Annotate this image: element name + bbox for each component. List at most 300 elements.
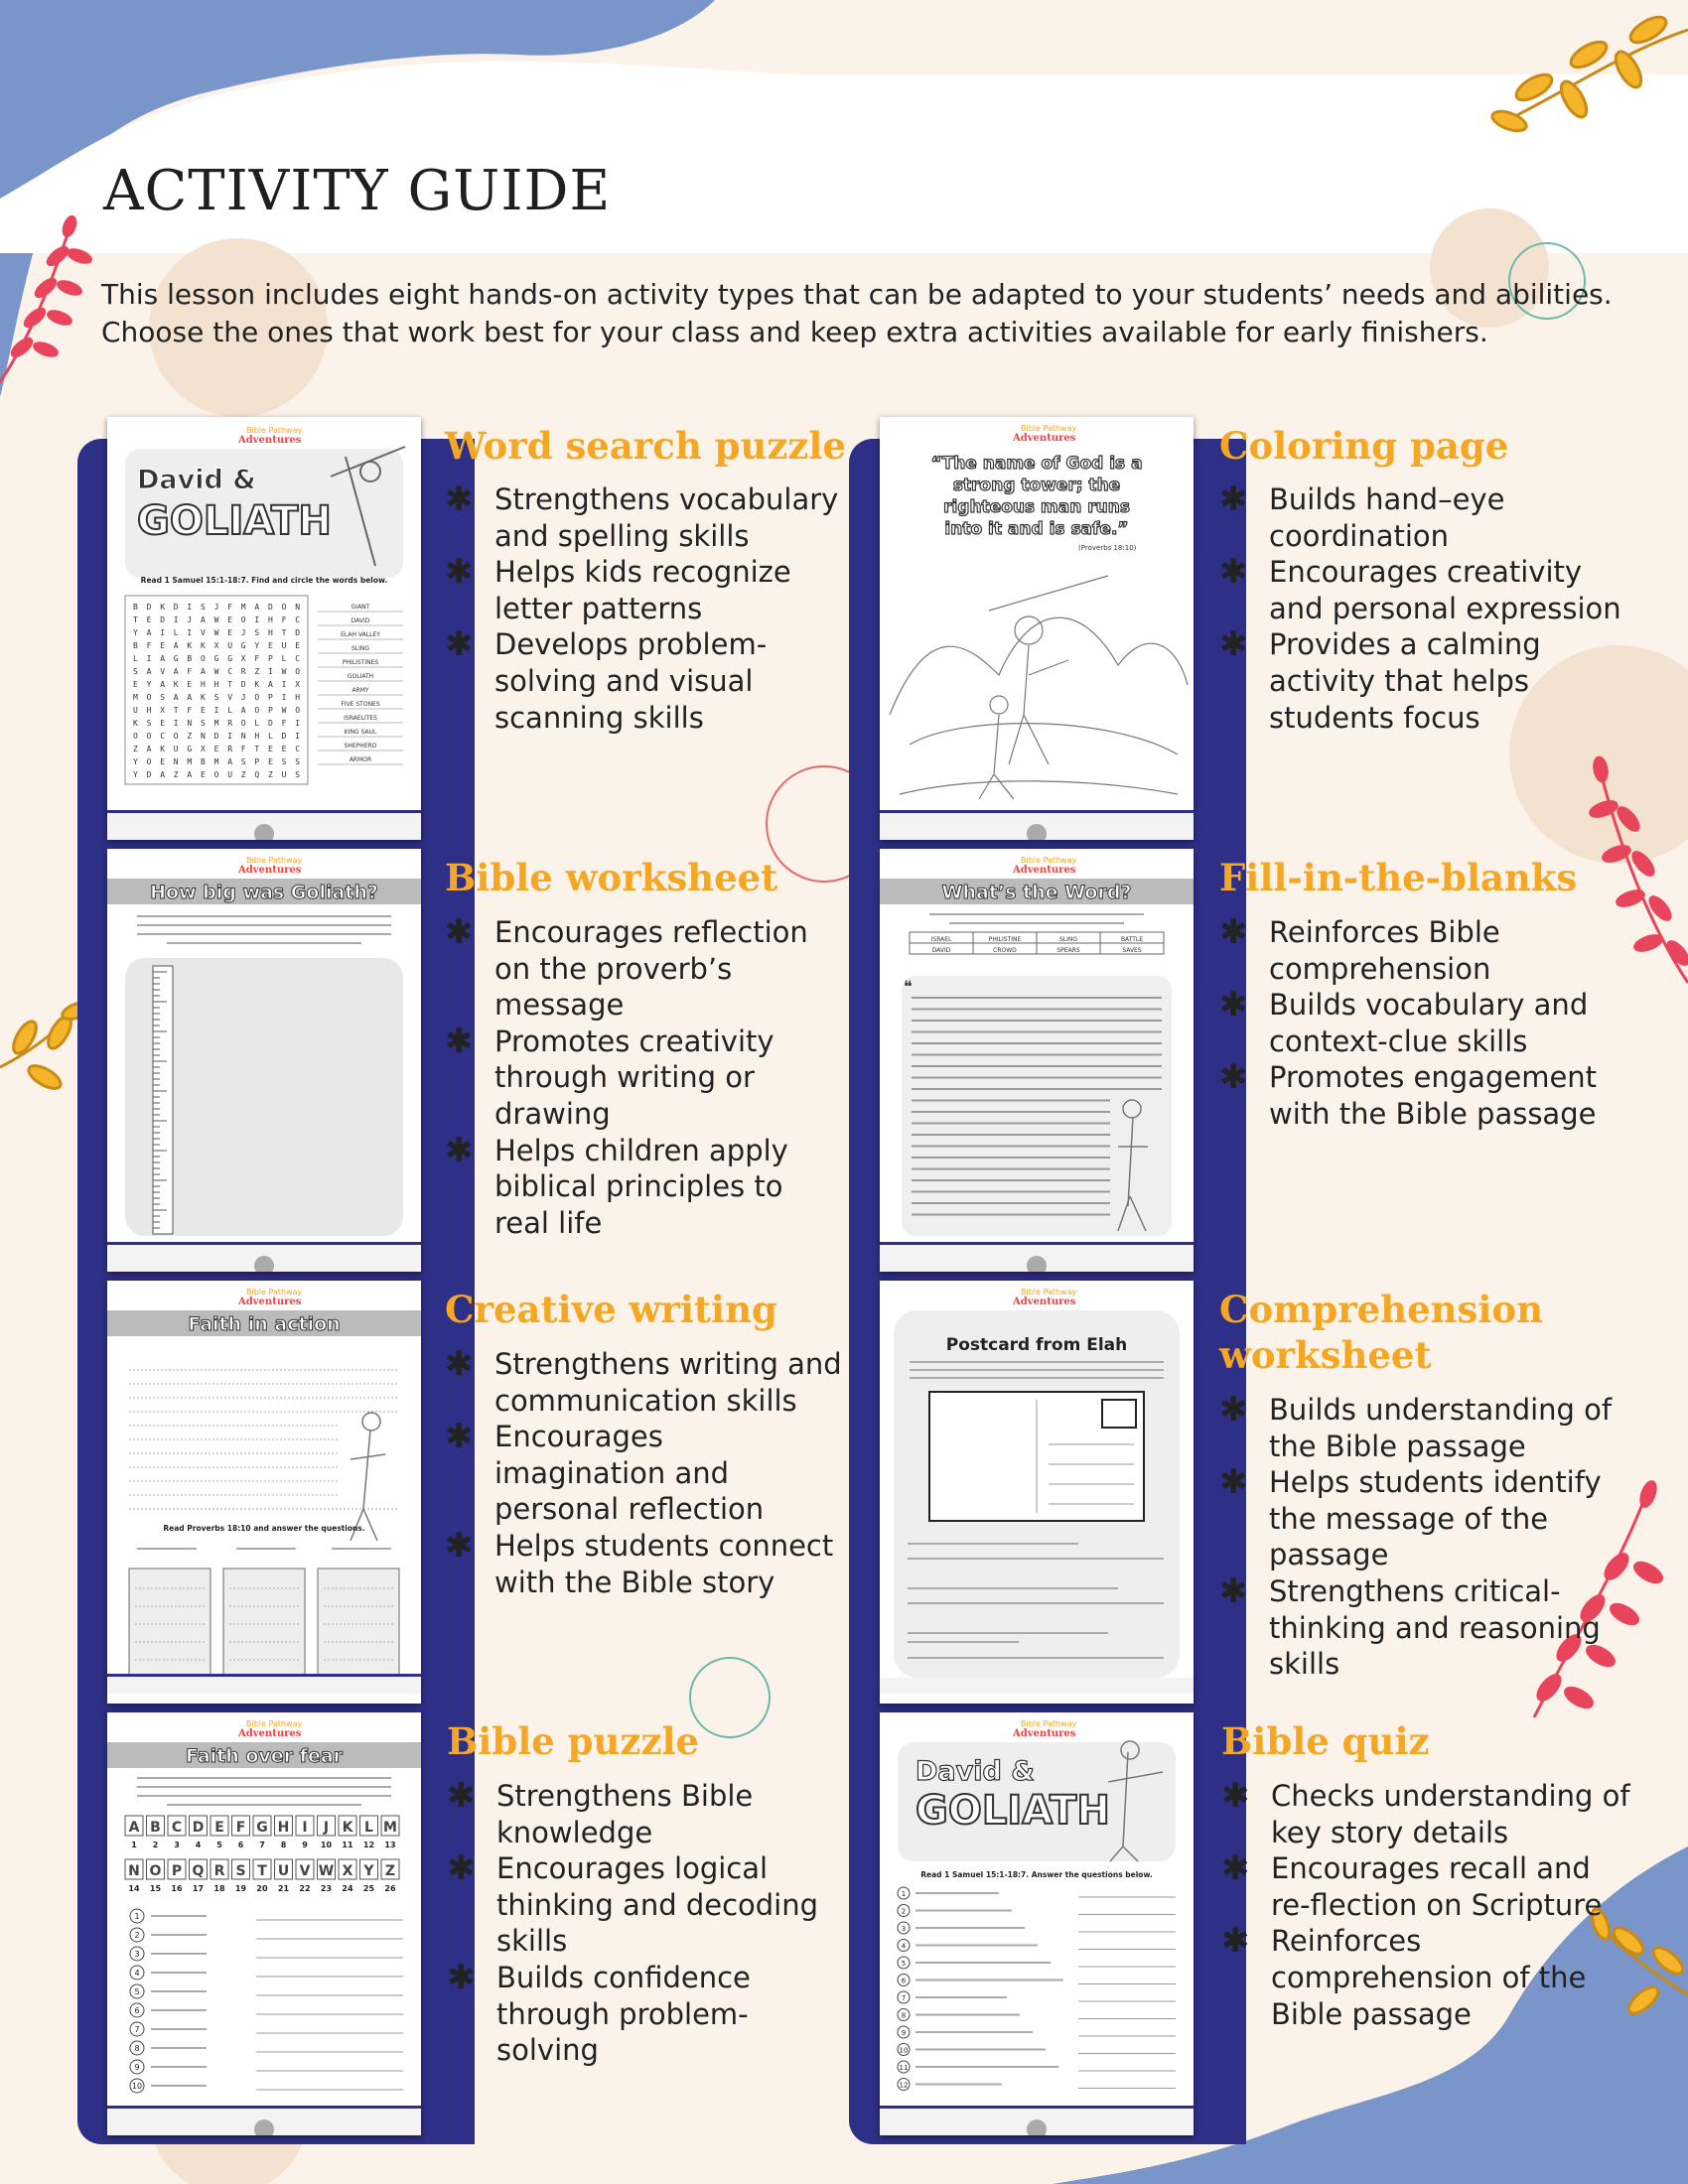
asterisk-icon: ✱: [1219, 985, 1248, 1025]
cipher-number: 14: [128, 1884, 140, 1893]
bullet-text: Encourages logical thinking and decoding skills: [496, 1851, 819, 1959]
asterisk-icon: ✱: [1219, 479, 1248, 519]
question-number: 4: [901, 1942, 907, 1951]
asterisk-icon: ✱: [1219, 1462, 1248, 1503]
intro-line-2: Choose the ones that work best for your class and keep extra activities available for early finishers.: [101, 316, 1488, 348]
word-list-item: DAVID: [351, 617, 370, 624]
grid-letter: A: [160, 680, 166, 689]
grid-letter: L: [227, 706, 233, 715]
brand-text: Bible Pathway: [1021, 856, 1077, 865]
asterisk-icon: ✱: [1219, 1570, 1248, 1611]
grid-letter: P: [268, 706, 273, 715]
word-list-item: SLING: [351, 645, 370, 652]
cipher-letter: T: [257, 1863, 267, 1879]
grid-letter: X: [240, 654, 246, 663]
grid-letter: Y: [133, 770, 138, 779]
bullet-item: [1219, 1570, 1646, 1683]
bullet-text: Encourages reflection on the proverb’s message: [494, 915, 808, 1023]
verse-line: righteous man runs: [943, 497, 1130, 517]
grid-letter: E: [201, 770, 206, 779]
grid-letter: O: [146, 732, 152, 741]
word-list: [318, 604, 403, 764]
grid-letter: K: [173, 680, 179, 689]
intro-text: [101, 276, 1650, 351]
thumb-instruction: Read Proverbs 18:10 and answer the questions.: [163, 1524, 365, 1533]
bullet-item: [1219, 1464, 1646, 1573]
question-number: 5: [901, 1960, 907, 1968]
grid-letter: A: [146, 667, 152, 676]
word-list-item: ARMOR: [349, 756, 372, 763]
row-number: 9: [134, 2063, 140, 2072]
grid-letter: Z: [187, 732, 193, 741]
bullet-text: Encourages creativity and personal expression: [1269, 555, 1621, 625]
cipher-letter: L: [364, 1820, 373, 1836]
grid-letter: L: [254, 719, 260, 728]
grid-letter: O: [173, 732, 179, 741]
grid-letter: O: [254, 693, 260, 702]
grid-letter: O: [146, 757, 152, 766]
grid-letter: A: [201, 667, 206, 676]
grid-letter: G: [240, 641, 246, 650]
grid-letter: L: [133, 654, 138, 663]
grid-letter: I: [295, 719, 301, 728]
grid-letter: A: [160, 654, 166, 663]
thumb-title: David &: [137, 465, 256, 495]
grid-letter: K: [201, 641, 206, 650]
thumb-title: Faith in action: [188, 1313, 341, 1335]
cipher-number: 25: [362, 1884, 375, 1893]
grid-letter: W: [213, 615, 219, 624]
grid-letter: E: [160, 641, 166, 650]
letter-grid: [133, 603, 300, 779]
bullet-item: [1219, 1392, 1646, 1464]
bullet-text: Strengthens writing and communication skills: [494, 1347, 842, 1418]
grid-letter: W: [281, 667, 287, 676]
brand-text: Bible Pathway: [1021, 1288, 1077, 1297]
bullet-text: Builds hand–eye coordination: [1269, 482, 1505, 553]
bullet-item: [445, 1419, 842, 1528]
bullet-item: [445, 554, 842, 626]
grid-letter: S: [213, 693, 219, 702]
grid-letter: T: [281, 628, 287, 637]
thumb-title: How big was Goliath?: [150, 882, 378, 903]
question-number: 12: [899, 2081, 909, 2090]
bullet-item: [1221, 1778, 1638, 1850]
grid-letter: T: [254, 745, 260, 753]
grid-letter: Y: [133, 757, 138, 766]
bullet-item: [1219, 626, 1636, 736]
grid-letter: K: [160, 745, 166, 753]
creative-writing-thumbnail: [107, 1281, 421, 1704]
bullet-item: [1219, 987, 1636, 1059]
asterisk-icon: ✱: [1221, 1921, 1250, 1962]
grid-letter: A: [227, 757, 233, 766]
grid-letter: P: [268, 654, 273, 663]
grid-letter: E: [213, 745, 219, 753]
grid-letter: B: [133, 603, 138, 612]
question-number: 3: [901, 1925, 907, 1933]
grid-letter: B: [201, 757, 206, 766]
grid-letter: F: [281, 719, 287, 728]
bullet-text: Reinforces Bible comprehension: [1269, 915, 1500, 986]
grid-letter: H: [254, 732, 260, 741]
asterisk-icon: ✱: [445, 1417, 474, 1457]
grid-letter: K: [187, 641, 193, 650]
grid-letter: M: [240, 603, 246, 612]
grid-letter: D: [213, 732, 219, 741]
fill-in-blanks-thumbnail: [880, 849, 1194, 1272]
grid-letter: S: [133, 667, 138, 676]
thumb-title: Faith over fear: [185, 1745, 344, 1767]
grid-letter: O: [201, 654, 206, 663]
fill-in-preview: [880, 849, 1194, 1272]
word-bank-item: PHILISTINE: [988, 936, 1022, 943]
grid-letter: I: [254, 615, 260, 624]
word-list-item: ELAH VALLEY: [341, 631, 380, 638]
grid-letter: I: [146, 654, 152, 663]
grid-letter: I: [295, 732, 301, 741]
bullet-item: [1221, 1850, 1638, 1923]
question-number: 2: [901, 1907, 907, 1916]
activity-title-comprehension: Comprehension worksheet: [1219, 1288, 1543, 1377]
word-bank-item: SPEARS: [1056, 947, 1080, 954]
worksheet-preview: [107, 849, 421, 1272]
grid-letter: A: [146, 628, 152, 637]
grid-letter: M: [133, 693, 138, 702]
grid-letter: T: [227, 680, 233, 689]
bullet-text: Encourages imagination and personal reflection: [494, 1420, 765, 1527]
grid-letter: E: [227, 628, 233, 637]
activity-bullets-bible-worksheet: [445, 914, 842, 1241]
bullet-item: [447, 1850, 844, 1960]
question-number: 9: [901, 2029, 907, 2037]
grid-letter: T: [133, 615, 138, 624]
cipher-letter: F: [235, 1820, 246, 1836]
grid-letter: M: [187, 757, 193, 766]
grid-letter: O: [240, 615, 246, 624]
asterisk-icon: ✱: [445, 1344, 474, 1384]
grid-letter: H: [268, 628, 273, 637]
bullet-text: Checks understanding of key story details: [1271, 1779, 1630, 1849]
asterisk-icon: ✱: [445, 912, 474, 952]
bullet-item: [445, 481, 842, 554]
asterisk-icon: ✱: [445, 1130, 474, 1170]
brand-text: Bible Pathway: [246, 426, 303, 435]
grid-letter: Z: [173, 770, 179, 779]
bullet-item: [447, 1957, 844, 2069]
brand-text: Bible Pathway: [1021, 424, 1077, 433]
grid-letter: I: [213, 706, 219, 715]
word-search-preview: [107, 417, 421, 840]
grid-letter: G: [173, 654, 179, 663]
activity-title-creative-writing: Creative writing: [445, 1288, 777, 1331]
word-bank-item: BATTLE: [1120, 936, 1144, 943]
cipher-letter: H: [277, 1820, 290, 1836]
writing-lines: [129, 1370, 399, 1509]
grid-letter: Z: [240, 770, 246, 779]
grid-letter: N: [295, 603, 301, 612]
brand-text: Adventures: [1013, 1297, 1076, 1307]
thumb-title: GOLIATH: [915, 1788, 1110, 1834]
question-number: 1: [901, 1890, 907, 1898]
activity-bullets-word-search: [445, 481, 842, 736]
activity-title-word-search: Word search puzzle: [445, 424, 847, 468]
grid-letter: A: [201, 615, 206, 624]
bullet-text: Helps kids recognize letter patterns: [494, 555, 791, 625]
grid-letter: I: [160, 628, 166, 637]
grid-letter: N: [173, 757, 179, 766]
bullet-text: Provides a calming activity that helps students focus: [1269, 627, 1541, 735]
grid-letter: E: [268, 757, 273, 766]
word-search-thumbnail: [107, 417, 421, 840]
grid-letter: X: [295, 680, 301, 689]
grid-letter: D: [146, 770, 152, 779]
asterisk-icon: ✱: [447, 1848, 476, 1889]
verse-reference: (Proverbs 18:10): [1078, 544, 1137, 552]
bullet-item: [445, 1346, 842, 1419]
grid-letter: E: [146, 615, 152, 624]
activity-title-bible-quiz: Bible quiz: [1221, 1719, 1430, 1763]
bullet-text: Develops problem-solving and visual scanning skills: [494, 627, 768, 735]
grid-letter: T: [173, 706, 179, 715]
bullet-item: [447, 1778, 844, 1850]
cipher-letter: B: [150, 1820, 161, 1836]
puzzle-preview: [107, 1712, 421, 2135]
grid-letter: F: [227, 603, 233, 612]
grid-letter: U: [133, 706, 138, 715]
grid-letter: E: [268, 641, 273, 650]
grid-letter: D: [240, 680, 246, 689]
grid-letter: D: [160, 615, 166, 624]
cipher-letter: E: [214, 1820, 224, 1836]
grid-letter: R: [227, 719, 233, 728]
grid-letter: X: [160, 706, 166, 715]
grid-letter: E: [133, 680, 138, 689]
cipher-number: 5: [216, 1841, 222, 1849]
cipher-letter: Z: [384, 1863, 396, 1879]
bible-worksheet-thumbnail: [107, 849, 421, 1272]
grid-letter: Y: [146, 680, 152, 689]
quiz-questions: [898, 1887, 1176, 2091]
row-number: 1: [134, 1912, 140, 1921]
cipher-number: 17: [192, 1884, 205, 1893]
cipher-letter: O: [149, 1863, 162, 1879]
grid-letter: G: [213, 654, 219, 663]
brand-text: Adventures: [238, 865, 302, 876]
grid-letter: J: [240, 693, 246, 702]
grid-letter: O: [254, 706, 260, 715]
grid-letter: K: [160, 603, 166, 612]
grid-letter: H: [295, 693, 301, 702]
verse-line: into it and is safe.”: [944, 519, 1129, 539]
cipher-number: 15: [149, 1884, 162, 1893]
grid-letter: B: [133, 641, 138, 650]
coloring-preview: [880, 417, 1194, 840]
grid-letter: S: [146, 719, 152, 728]
bullet-text: Helps students connect with the Bible story: [494, 1528, 834, 1599]
cipher-letter: G: [256, 1820, 268, 1836]
cipher-letter: S: [235, 1863, 246, 1879]
cipher-number: 23: [320, 1884, 333, 1893]
brand-text: Adventures: [1013, 1728, 1076, 1739]
grid-letter: S: [281, 757, 287, 766]
word-bank-item: CROWD: [993, 947, 1017, 954]
brand-text: Adventures: [238, 1728, 302, 1739]
grid-letter: A: [173, 693, 179, 702]
cipher-letter: C: [171, 1820, 183, 1836]
activity-title-bible-worksheet: Bible worksheet: [445, 856, 778, 899]
word-bank-item: SLING: [1058, 936, 1078, 943]
asterisk-icon: ✱: [445, 1021, 474, 1061]
grid-letter: C: [295, 615, 301, 624]
cipher-number: 11: [342, 1841, 353, 1849]
cipher-letter: R: [213, 1863, 225, 1879]
cipher-letter: V: [299, 1863, 311, 1879]
word-list-item: PHILISTINES: [342, 659, 379, 666]
cipher-letter: Q: [192, 1863, 205, 1879]
grid-letter: O: [281, 603, 287, 612]
top-left-white-wave: [0, 62, 1688, 253]
bullet-text: Strengthens vocabulary and spelling skills: [494, 482, 839, 553]
grid-letter: R: [240, 667, 246, 676]
grid-letter: A: [240, 706, 246, 715]
row-number: 8: [134, 2044, 140, 2053]
grid-letter: S: [240, 757, 246, 766]
grid-letter: X: [213, 641, 219, 650]
bullet-item: [1219, 914, 1636, 987]
grid-letter: K: [254, 680, 260, 689]
grid-letter: I: [281, 693, 287, 702]
row-number: 4: [134, 1969, 140, 1978]
grid-letter: V: [227, 693, 233, 702]
cipher-number: 26: [384, 1884, 396, 1893]
grid-letter: A: [187, 693, 193, 702]
grid-letter: E: [160, 757, 166, 766]
cipher-key: [125, 1816, 399, 1893]
grid-letter: O: [240, 719, 246, 728]
grid-letter: H: [268, 615, 273, 624]
grid-letter: H: [201, 680, 206, 689]
grid-letter: S: [295, 757, 301, 766]
cipher-letter: M: [383, 1820, 397, 1836]
word-list-item: GIANT: [351, 604, 370, 611]
grid-letter: G: [187, 745, 193, 753]
grid-letter: L: [268, 732, 273, 741]
asterisk-icon: ✱: [1221, 1848, 1250, 1889]
grid-letter: I: [187, 628, 193, 637]
activity-bullets-fill-in: [1219, 914, 1636, 1133]
grid-letter: X: [201, 745, 206, 753]
grid-letter: C: [160, 732, 166, 741]
grid-letter: D: [268, 603, 273, 612]
quiz-preview: [880, 1712, 1194, 2135]
grid-letter: D: [173, 603, 179, 612]
cipher-number: 20: [256, 1884, 268, 1893]
cipher-number: 22: [299, 1884, 311, 1893]
grid-letter: H: [213, 680, 219, 689]
cipher-number: 10: [320, 1841, 333, 1849]
brand-text: Adventures: [1013, 865, 1076, 876]
puzzle-rows: [130, 1909, 403, 2093]
grid-letter: A: [173, 667, 179, 676]
brand-text: Adventures: [238, 435, 302, 446]
cipher-number: 24: [342, 1884, 353, 1893]
grid-letter: L: [281, 654, 287, 663]
grid-letter: K: [133, 719, 138, 728]
bullet-item: [445, 1525, 842, 1600]
grid-letter: S: [201, 603, 206, 612]
grid-letter: C: [295, 745, 301, 753]
asterisk-icon: ✱: [1219, 552, 1248, 593]
cipher-number: 2: [152, 1841, 159, 1849]
row-number: 5: [134, 1987, 140, 1996]
asterisk-icon: ✱: [1219, 624, 1248, 665]
grid-letter: S: [295, 770, 301, 779]
cipher-number: 9: [302, 1841, 308, 1849]
grid-letter: H: [146, 706, 152, 715]
brand-text: Bible Pathway: [1021, 1719, 1077, 1728]
cipher-letter: A: [128, 1820, 140, 1836]
bullet-item: [445, 626, 842, 736]
row-number: 10: [131, 2082, 143, 2091]
asterisk-icon: ✱: [445, 624, 474, 665]
grid-letter: O: [133, 732, 138, 741]
asterisk-icon: ✱: [447, 1957, 476, 1997]
grid-letter: J: [240, 628, 246, 637]
bullet-item: [445, 1021, 842, 1133]
grid-letter: W: [213, 667, 219, 676]
page-title: ACTIVITY GUIDE: [103, 159, 612, 223]
cipher-number: 4: [195, 1841, 202, 1849]
brand-text: Bible Pathway: [246, 1288, 303, 1297]
grid-letter: N: [201, 732, 206, 741]
grid-letter: L: [173, 628, 179, 637]
grid-letter: M: [213, 757, 219, 766]
brand-text: Adventures: [238, 1297, 302, 1307]
cipher-letter: K: [342, 1820, 353, 1836]
grid-letter: I: [227, 732, 233, 741]
grid-letter: F: [281, 615, 287, 624]
question-number: 11: [899, 2064, 909, 2072]
grid-letter: M: [213, 719, 219, 728]
activity-title-coloring: Coloring page: [1219, 424, 1509, 468]
coloring-page-thumbnail: [880, 417, 1194, 840]
verse-line: “The name of God is a: [930, 454, 1143, 474]
bible-puzzle-thumbnail: [107, 1712, 421, 2135]
question-number: 10: [899, 2046, 909, 2055]
postcard-preview: [880, 1281, 1194, 1694]
bullet-text: Promotes engagement with the Bible passage: [1269, 1060, 1598, 1131]
grid-letter: J: [187, 615, 193, 624]
activity-bullets-creative-writing: [445, 1346, 842, 1600]
cipher-letter: P: [171, 1863, 183, 1879]
bullet-item: [445, 1130, 842, 1242]
bullet-text: Builds understanding of the Bible passage: [1269, 1393, 1613, 1463]
grid-letter: D: [268, 719, 273, 728]
grid-letter: U: [281, 641, 287, 650]
ring-green-bottom: [690, 1658, 770, 1737]
grid-letter: A: [268, 680, 273, 689]
word-list-item: ISRAELITES: [344, 715, 377, 722]
grid-letter: E: [227, 615, 233, 624]
bullet-text: Promotes creativity through writing or drawing: [494, 1024, 774, 1131]
activity-title-fill-in: Fill-in-the-blanks: [1219, 856, 1578, 899]
grid-letter: W: [213, 628, 219, 637]
bullet-text: Reinforces comprehension of the Bible passage: [1271, 1924, 1587, 2031]
grid-letter: Y: [254, 641, 260, 650]
grid-letter: I: [173, 719, 179, 728]
cipher-number: 16: [171, 1884, 183, 1893]
